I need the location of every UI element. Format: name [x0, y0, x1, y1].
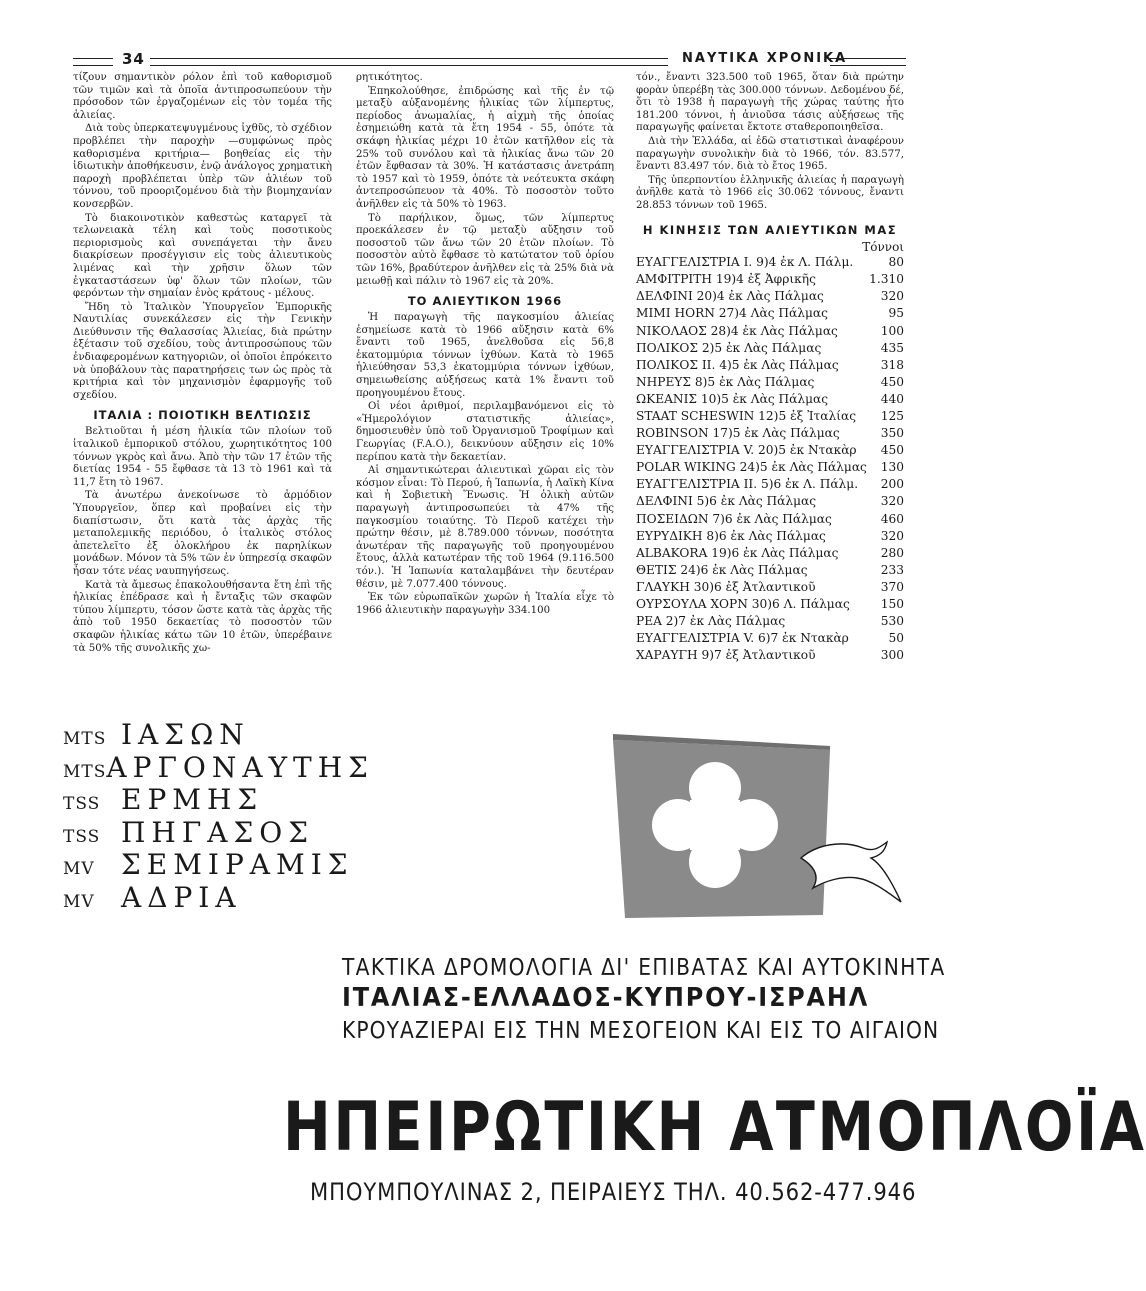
ad-routes-line: ΤΑΚΤΙΚΑ ΔΡΟΜΟΛΟΓΙΑ ΔΙ' ΕΠΙΒΑΤΑΣ ΚΑΙ ΑΥΤΟΚΙΝΗΤΑ — [342, 955, 946, 981]
company-address: ΜΠΟΥΜΠΟΥΛΙΝΑΣ 2, ΠΕΙΡΑΙΕΥΣ ΤΗΛ. 40.562-477.946 — [310, 1178, 917, 1206]
vessel-entry: ALBAKORA 19)6 ἐκ Λὰς Πάλμας — [636, 545, 839, 560]
vessel-entry: ΓΛΑΥΚΗ 30)6 ἐξ Ἀτλαντικοῦ — [636, 579, 816, 594]
vessel-row — [636, 357, 904, 374]
vessel-row — [636, 391, 904, 408]
paragraph: Ἡ παραγωγὴ τῆς παγκοσμίου ἁλιείας ἐσημείωσε κατὰ τὸ 1966 αὔξησιν κατὰ 6% ἔναντι τοῦ 1965, ἀνελθοῦσα εἰς 56,8 ἑκατομμύρια τόννων ἰχθύων. Κατὰ τὸ 1965 ἡλιεύθησαν 53,3 ἑκατομμύρια τόννων ἰχθύων, σημειωθείσης αὐξήσεως κατὰ 1% ἔναντι τοῦ προηγουμένου ἔτους. — [356, 312, 614, 399]
vessel-tonnage: 95 — [888, 306, 904, 321]
vessel-tonnage: 50 — [888, 631, 904, 646]
article-column-1 — [73, 72, 332, 656]
vessel-entry: ΕΥΑΓΓΕΛΙΣΤΡΙΑ V. 20)5 ἐκ Ντακὰρ — [636, 443, 857, 458]
ad-destinations-line: ΙΤΑΛΙΑΣ-ΕΛΛΑΔΟΣ-ΚΥΠΡΟΥ-ΙΣΡΑΗΛ — [342, 983, 870, 1013]
vessel-tonnage: 450 — [880, 374, 904, 389]
company-logo — [605, 730, 905, 940]
ad-cruises-line: ΚΡΟΥΑΖΙΕΡΑΙ ΕΙΣ ΤΗΝ ΜΕΣΟΓΕΙΟΝ ΚΑΙ ΕΙΣ ΤΟ ΑΙΓΑΙΟΝ — [342, 1018, 940, 1044]
vessel-tonnage: 1.310 — [869, 272, 904, 287]
vessel-entry: STAAT SCHESWIN 12)5 ἐξ Ἰταλίας — [636, 408, 857, 423]
vessel-row — [636, 442, 904, 459]
vessel-row — [636, 562, 904, 579]
paragraph: Διὰ τοὺς ὑπερκατεψυγμένους ἰχθῦς, τὸ σχέδιον προβλέπει τὴν παροχὴν —συμφώνως πρὸς καθορισμένα κριτήρια— βοηθείας εἰς τὴν ἰδιωτικὴν ἀποθήκευσιν, ἐνῷ ἀνάλογος χρηματικὴ παροχὴ προβλέπεται ὑπὲρ τῶν ἁλιέων τοῦ τόννου, τοῦ προοριζομένου διὰ τὴν βιομηχανίαν κονσερβῶν. — [73, 123, 332, 210]
vessel-row — [636, 305, 904, 322]
vessel-entry: ΩΚΕΑΝΙΣ 10)5 ἐκ Λὰς Πάλμας — [636, 391, 829, 406]
ship-entry — [63, 848, 363, 881]
vessel-tonnage: 200 — [880, 477, 904, 492]
vessel-table-unit: Τόννοι — [862, 239, 904, 254]
ship-entry — [63, 750, 374, 784]
ship-prefix: MTS — [63, 761, 107, 782]
ship-name: ΠΗΓΑΣΟΣ — [121, 815, 315, 849]
vessel-entry: ΝΙΚΟΛΑΟΣ 28)4 ἐκ Λὰς Πάλμας — [636, 323, 838, 338]
ship-entry — [63, 783, 363, 816]
vessel-row — [636, 476, 904, 493]
vessel-tonnage: 450 — [880, 443, 904, 458]
vessel-row — [636, 596, 904, 613]
vessel-tonnage: 320 — [880, 494, 904, 509]
header-rule-left — [73, 58, 113, 66]
paragraph: Τὸ διακοινοτικὸν καθεστὼς καταργεῖ τὰ τελωνειακὰ τέλη καὶ τοὺς ποσοτικοὺς περιορισμοὺς καὶ συνεπάγεται τὴν ἄνευ διακρίσεων προσέγγισιν εἰς τοὺς ἁλιευτικοὺς λιμένας καὶ τὴν χρῆσιν ὅλων τῶν ἐγκαταστάσεων ὑφ' ὅλων τῶν πλοίων, τῶν φερόντων τὴν σημαίαν ἑνὸς κράτους - μέλους. — [73, 212, 332, 300]
article-column-2 — [356, 72, 614, 618]
ship-name: ΑΔΡΙΑ — [121, 880, 242, 914]
vessel-row — [636, 613, 904, 630]
vessel-tonnage: 440 — [880, 391, 904, 406]
vessel-entry: ΔΕΛΦΙΝΙ 5)6 ἐκ Λὰς Πάλμας — [636, 494, 817, 509]
vessel-tonnage: 100 — [880, 323, 904, 338]
vessel-entry: ΧΑΡΑΥΓΗ 9)7 ἐξ Ἀτλαντικοῦ — [636, 648, 816, 663]
paragraph: τίζουν σημαντικὸν ρόλον ἐπὶ τοῦ καθορισμοῦ τῶν τιμῶν καὶ τὰ ὁποῖα ἀντιπροσωπεύουν τὴν πρόσοδον τῶν ἐργαζομένων εἰς τὸν τομέα τῆς ἁλιείας. — [73, 72, 332, 121]
ship-entry — [63, 718, 363, 751]
vessel-row — [636, 288, 904, 305]
ship-name: ΕΡΜΗΣ — [121, 783, 264, 816]
paragraph: τόν., ἔναντι 323.500 τοῦ 1965, ὅταν διὰ πρώτην φορὰν ὑπερέβη τὰς 300.000 τόννων. Δεδομένου δέ, ὅτι τὸ 1938 ἡ παραγωγὴ τῆς χώρας ταύτης ἦτο 181.200 τόννοι, ἡ ἀνιοῦσα τάσις αὐξήσεως τῆς παραγωγῆς φαίνεται ἔκτοτε σταθεροποιηθεῖσα. — [636, 72, 904, 134]
vessel-row — [636, 579, 904, 596]
paragraph: Κατὰ τὰ ἄμεσως ἐπακολουθήσαντα ἔτη ἐπὶ τῆς ἡλικίας ἐπέδρασε καὶ ἡ ἔνταξις τῶν σκαφῶν τύπου λίμπερτυ, τόσον ὥστε κατὰ τὰς ἀρχὰς τῆς ἀπὸ τοῦ 1950 δεκαετίας τὸ ποσοστὸν τῶν σκαφῶν ἡλικίας κάτω τῶν 10 ἐτῶν, ὑπερέβαινε τὰ 50% τῆς συνολικῆς χω- — [73, 579, 332, 654]
vessel-entry: ΕΥΑΓΓΕΛΙΣΤΡΙΑ Ι. 9)4 ἐκ Λ. Πάλμ. — [636, 255, 854, 270]
ship-entry — [63, 881, 363, 914]
vessel-entry: ΠΟΣΕΙΔΩΝ 7)6 ἐκ Λὰς Πάλμας — [636, 511, 832, 526]
vessel-tonnage: 318 — [880, 357, 904, 372]
paragraph: Αἱ σημαντικώτεραι ἁλιευτικαὶ χῶραι εἰς τὸν κόσμον εἶναι: Τὸ Περού, ἡ Ἰαπωνία, ἡ Λαϊκὴ Κίνα καὶ ἡ Σοβιετικὴ Ἕνωσις. Ἡ ὁλικὴ αὐτῶν παραγωγὴ ἀντιπροσωπεύει τὰ 47% τῆς παγκοσμίου τοιαύτης. Τὸ Περοῦ κατέχει τὴν πρώτην θέσιν, μὲ 8.789.000 τόννων, ποσότητα ἀνωτέραν τῆς παραγωγῆς τοῦ προηγουμένου ἔτους, ἀλλὰ κατωτέραν τῆς τοῦ 1964 (9.116.500 τόν.). Ἡ Ἰαπωνία καταλαμβάνει τὴν δευτέραν θέσιν, μὲ 7.077.400 τόννους. — [356, 465, 614, 590]
vessel-row — [636, 493, 904, 510]
vessel-entry: ΡΕΑ 2)7 ἐκ Λὰς Πάλμας — [636, 614, 786, 629]
paragraph: Ἐκ τῶν εὐρωπαϊκῶν χωρῶν ἡ Ἰταλία εἶχε τὸ 1966 ἁλιευτικὴν παραγωγὴν 334.100 — [356, 592, 614, 616]
vessel-row — [636, 408, 904, 425]
vessel-list — [636, 254, 904, 664]
paragraph: Διὰ τὴν Ἑλλάδα, αἱ ἐδῶ στατιστικαὶ ἀναφέρουν παραγωγὴν συνολικὴν διὰ τὸ 1966, τόν. 83.577, ἔναντι 83.497 τόν. διὰ τὸ ἔτος 1965. — [636, 135, 904, 173]
ship-name: ΣΕΜΙΡΑΜΙΣ — [121, 848, 354, 881]
ship-entry — [63, 816, 363, 849]
section-heading: ΙΤΑΛΙΑ : ΠΟΙΟΤΙΚΗ ΒΕΛΤΙΩΣΙΣ — [93, 408, 312, 423]
vessel-tonnage: 370 — [880, 579, 904, 594]
vessel-tonnage: 530 — [880, 614, 904, 629]
vessel-entry: ΕΥΑΓΓΕΛΙΣΤΡΙΑ V. 6)7 ἐκ Ντακὰρ — [636, 631, 849, 646]
vessel-tonnage: 233 — [880, 562, 904, 577]
vessel-row — [636, 340, 904, 357]
vessel-tonnage: 320 — [880, 289, 904, 304]
vessel-tonnage: 125 — [880, 408, 904, 423]
vessel-entry: ΟΥΡΣΟΥΛΑ ΧΟΡΝ 30)6 Λ. Πάλμας — [636, 597, 850, 611]
vessel-row — [636, 528, 904, 545]
vessel-tonnage: 80 — [888, 255, 904, 270]
vessel-tonnage: 320 — [880, 528, 904, 543]
vessel-row — [636, 545, 904, 562]
ship-name: ΙΑΣΩΝ — [121, 718, 250, 751]
vessel-row — [636, 459, 904, 476]
vessel-row — [636, 425, 904, 442]
ship-prefix: TSS — [63, 794, 101, 814]
vessel-entry: POLAR WIKING 24)5 ἐκ Λὰς Πάλμας — [636, 460, 867, 475]
vessel-entry: ΜΙΜΙ HORN 27)4 Λὰς Πάλμας — [636, 306, 828, 321]
vessel-entry: ΠΟΛΙΚΟΣ 2)5 ἐκ Λὰς Πάλμας — [636, 340, 822, 355]
ship-prefix: MV — [63, 859, 95, 879]
ship-list — [63, 718, 374, 914]
vessel-entry: ΘΕΤΙΣ 24)6 ἐκ Λὰς Πάλμας — [636, 562, 808, 577]
page-number: 34 — [122, 50, 145, 68]
header-rule-middle — [150, 58, 668, 66]
section-heading: ΤΟ ΑΛΙΕΥΤΙΚΟΝ 1966 — [407, 294, 563, 309]
vessel-entry: ΔΕΛΦΙΝΙ 20)4 ἐκ Λὰς Πάλμας — [636, 289, 824, 304]
paragraph: Ἐπηκολούθησε, ἐπιδρώσης καὶ τῆς ἐν τῷ μεταξὺ αὐξανομένης ἡλικίας τῶν λίμπερτυς, περίοδος ἀνωμαλίας, ἡ αἰχμὴ τῆς ὁποίας ἐσημειώθη κατὰ τὰ ἔτη 1954 - 55, ὁπότε τὰ σκάφη ἡλικίας μέχρι 10 ἐτῶν κατῆλθον εἰς τὰ 25% τοῦ συνόλου καὶ τὰ ἡλικίας ἄνω τῶν 20 ἐτῶν ἔφθασαν τὰ 30%. Ἡ κατάστασις ἀνετράπη τὸ 1957 καὶ τὸ 1959, ὁπότε τὰ νεότευκτα σκάφη ἀντεπροσώπευον τὰ 40%. Τὸ ποσοστὸν τοῦτο ἀνῆλθεν εἰς τὰ 50% τὸ 1963. — [356, 85, 614, 210]
paragraph: Τὸ παρήλικον, ὅμως, τῶν λίμπερτυς προεκάλεσεν ἐν τῷ μεταξὺ αὔξησιν τοῦ ποσοστοῦ τῶν ἄνω τῶν 20 ἐτῶν πλοίων. Τὸ ποσοστὸν αὐτὸ ἔφθασε τὸ κατώτατον τοῦ ὁρίου τῶν 16%, βραδύτερον ἀνῆλθεν εἰς τὰ 25% διὰ νὰ μειωθῇ καὶ πάλιν τὸ 1967 εἰς τὰ 20%. — [356, 212, 614, 287]
ship-prefix: MTS — [63, 729, 107, 749]
vessel-entry: ΑΜΦΙΤΡΙΤΗ 19)4 ἐξ Ἀφρικῆς — [636, 272, 816, 287]
vessel-entry: ROBINSON 17)5 ἐκ Λὰς Πάλμας — [636, 426, 840, 441]
paragraph: Τῆς ὑπερποντίου ἑλληνικῆς ἁλιείας ἡ παραγωγὴ ἀνῆλθε κατὰ τὸ 1966 εἰς 30.062 τόννους, ἔναντι 28.853 τόννων τοῦ 1965. — [636, 174, 904, 211]
vessel-row — [636, 323, 904, 340]
vessel-row — [636, 511, 904, 528]
vessel-tonnage: 300 — [880, 648, 904, 663]
ship-prefix: MV — [63, 891, 95, 912]
vessel-row — [636, 630, 904, 647]
ship-prefix: TSS — [63, 826, 101, 847]
running-title: ΝΑΥΤΙΚΑ ΧΡΟΝΙΚΑ — [682, 51, 848, 66]
paragraph: Βελτιοῦται ἡ μέση ἡλικία τῶν πλοίων τοῦ ἰταλικοῦ ἐμπορικοῦ στόλου, χωρητικότητος 100 τόννων γκρὸς καὶ ἄνω. Ἀπὸ τὴν τῶν 17 ἐτῶν τῆς διετίας 1954 - 55 ἔφθασε τὰ 13 τὸ 1961 καὶ τὰ 11,7 ἔτη τὸ 1967. — [73, 426, 332, 488]
vessel-tonnage: 460 — [880, 511, 904, 526]
vessel-tonnage: 130 — [880, 460, 904, 475]
vessel-entry: ΠΟΛΙΚΟΣ ΙΙ. 4)5 ἐκ Λὰς Πάλμας — [636, 357, 839, 372]
vessel-tonnage: 280 — [880, 545, 904, 560]
paragraph: Τὰ ἀνωτέρω ἀνεκοίνωσε τὸ ἁρμόδιον Ὑπουργεῖον, ὅπερ καὶ προβαίνει εἰς τὴν διαπίστωσιν, ὅτι κατὰ τὰς ἀρχὰς τῆς μεταπολεμικῆς περιόδου, ὁ ἰταλικὸς στόλος ἀπετελεῖτο ἐξ ὁλοκλήρου ἐκ παρηλίκων μονάδων. Μόνον τὰ 5% τῶν ἐν ὑπηρεσίᾳ σκαφῶν ἦσαν τότε νέας ναυπηγήσεως. — [73, 490, 332, 577]
vessel-row — [636, 271, 904, 288]
paragraph: Ἤδη τὸ Ἰταλικὸν Ὑπουργεῖον Ἐμπορικῆς Ναυτιλίας συνεκάλεσεν εἰς τὴν Γενικὴν Διεύθυνσιν τῆς Θαλασσίας Ἁλιείας, διὰ πρώτην ἐξέτασιν τοῦ σχεδίου, τοὺς ἀντιπροσώπους τῶν ἐνδιαφερομένων κατηγοριῶν, οἱ ὁποῖοι ἐπρόκειτο νὰ ὑποβάλουν τὰς παρατηρήσεις των ὡς πρὸς τὰ κριτήρια καὶ τὸν μηχανισμὸν ἐφαρμογῆς τοῦ σχεδίου. — [73, 301, 332, 401]
vessel-tonnage: 350 — [880, 426, 904, 441]
vessel-entry: ΕΥΑΓΓΕΛΙΣΤΡΙΑ ΙΙ. 5)6 ἐκ Λ. Πάλμ. — [636, 477, 859, 492]
vessel-tonnage: 150 — [880, 597, 904, 611]
ship-name: ΑΡΓΟΝΑΥΤΗΣ — [106, 750, 374, 784]
vessel-row — [636, 254, 904, 271]
vessel-entry: ΝΗΡΕΥΣ 8)5 ἐκ Λὰς Πάλμας — [636, 374, 815, 389]
paragraph: ρητικότητος. — [356, 72, 423, 83]
header-rule-right — [830, 58, 906, 66]
company-name: ΗΠΕΙΡΩΤΙΚΗ ΑΤΜΟΠΛΟΪΑ — [283, 1088, 1146, 1167]
paragraph: Οἱ νέοι ἀριθμοί, περιλαμβανόμενοι εἰς τὸ «Ἡμερολόγιον στατιστικῆς ἁλιείας», δημοσιευθὲν ὑπὸ τοῦ Ὀργανισμοῦ Τροφίμων καὶ Γεωργίας (F.A.O.), δεικνύουν αὔξησιν εἰς 10% περίπου κατὰ τὴν δεκαετίαν. — [356, 401, 614, 463]
vessel-tonnage: 435 — [880, 340, 904, 355]
vessel-table-title: Η ΚΙΝΗΣΙΣ ΤΩΝ ΑΛΙΕΥΤΙΚΩΝ ΜΑΣ — [642, 222, 898, 237]
vessel-row — [636, 647, 904, 664]
article-column-3 — [636, 72, 904, 664]
vessel-row — [636, 374, 904, 391]
vessel-entry: ΕΥΡΥΔΙΚΗ 8)6 ἐκ Λὰς Πάλμας — [636, 528, 826, 543]
